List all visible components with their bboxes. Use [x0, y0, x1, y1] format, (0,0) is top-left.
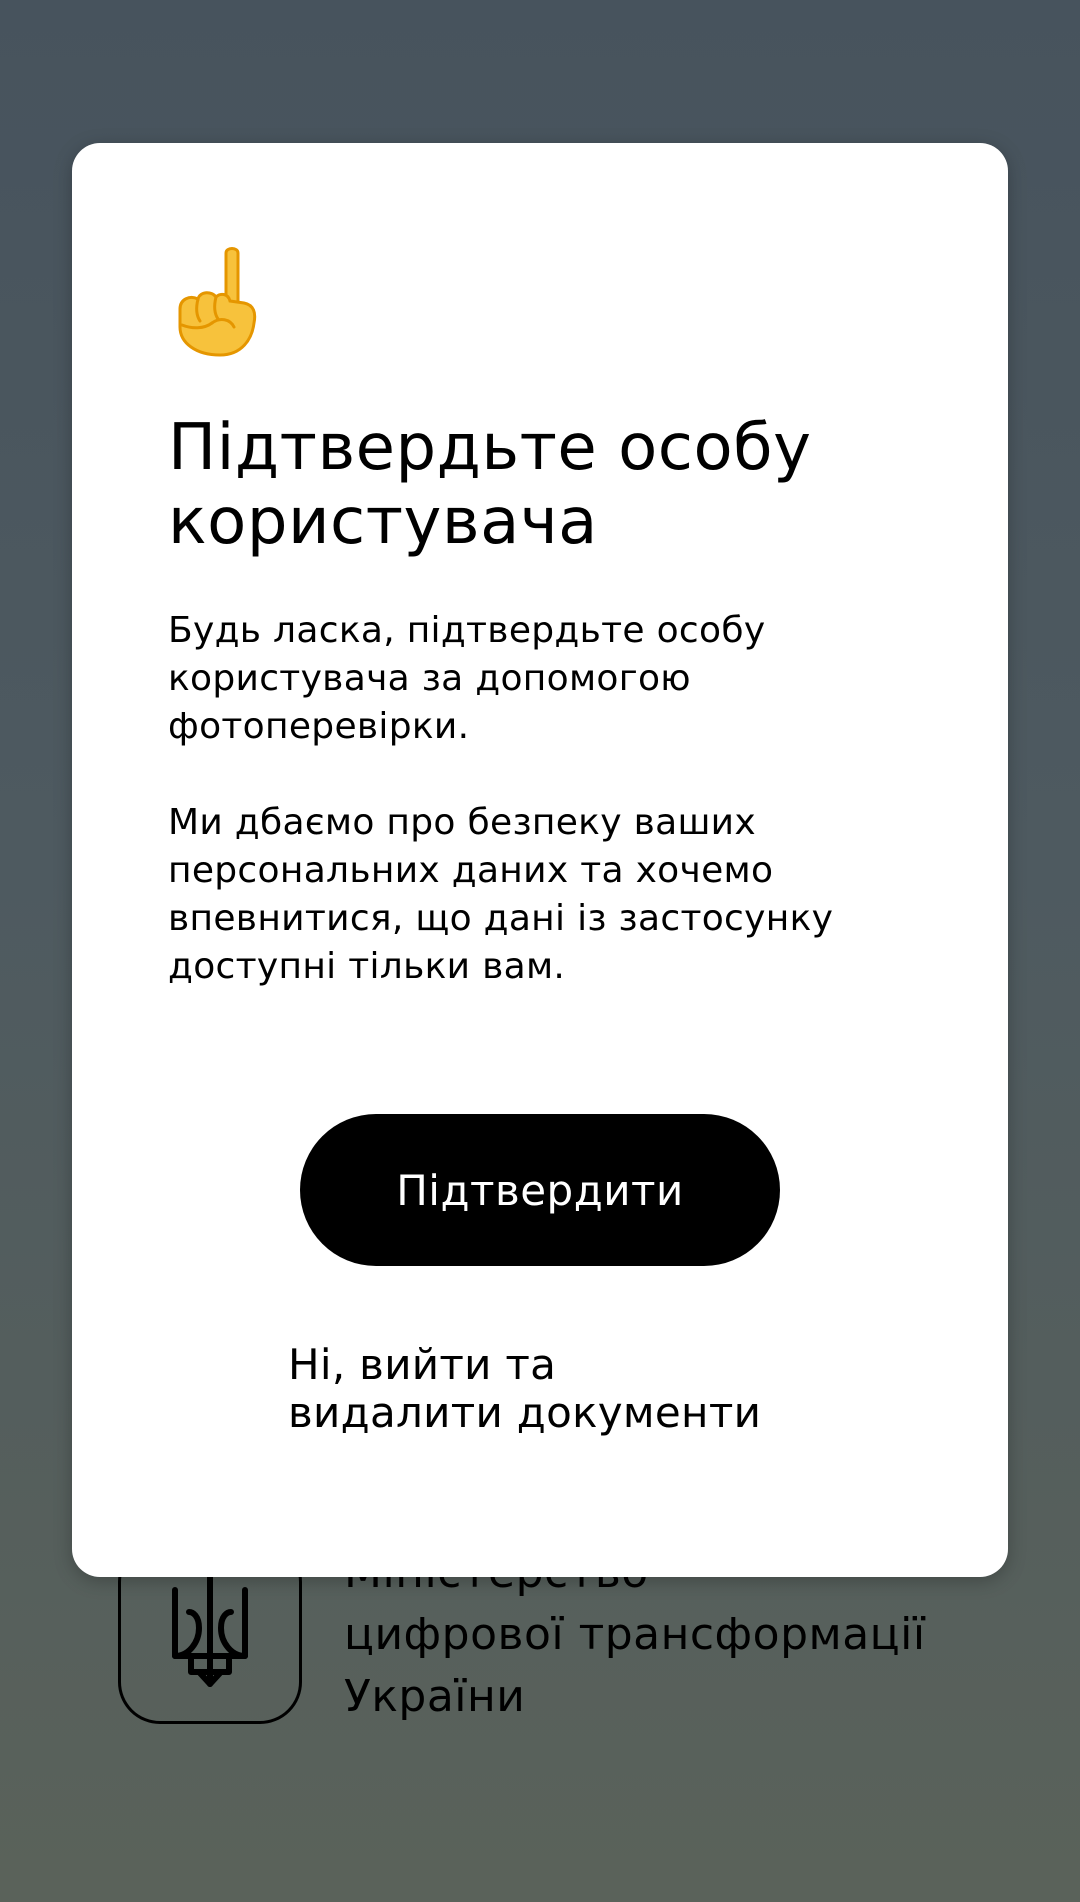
dialog-title-line2: користувача	[168, 485, 598, 559]
exit-link-line2: видалити документи	[288, 1388, 762, 1437]
verify-identity-dialog	[72, 143, 1008, 1577]
index-pointing-up-emoji	[168, 243, 264, 361]
exit-and-delete-link[interactable]	[288, 1341, 808, 1437]
confirm-button[interactable]: Підтвердити	[300, 1114, 780, 1266]
ministry-name-line3: України	[344, 1671, 526, 1722]
exit-link-line1: Ні, вийти та	[288, 1340, 557, 1389]
dialog-title	[168, 411, 948, 559]
trident-icon	[169, 1572, 251, 1692]
dialog-privacy-note: Ми дбаємо про безпеку ваших персональних даних та хочемо впевнитися, що дані із застосунку доступні тільки вам.	[168, 802, 834, 987]
dialog-description: Будь ласка, підтвердьте особу користувача за допомогою фотоперевірки.	[168, 610, 766, 747]
ministry-name-line2: цифрової трансформації	[344, 1609, 926, 1660]
dialog-title-line1: Підтвердьте особу	[168, 411, 812, 485]
